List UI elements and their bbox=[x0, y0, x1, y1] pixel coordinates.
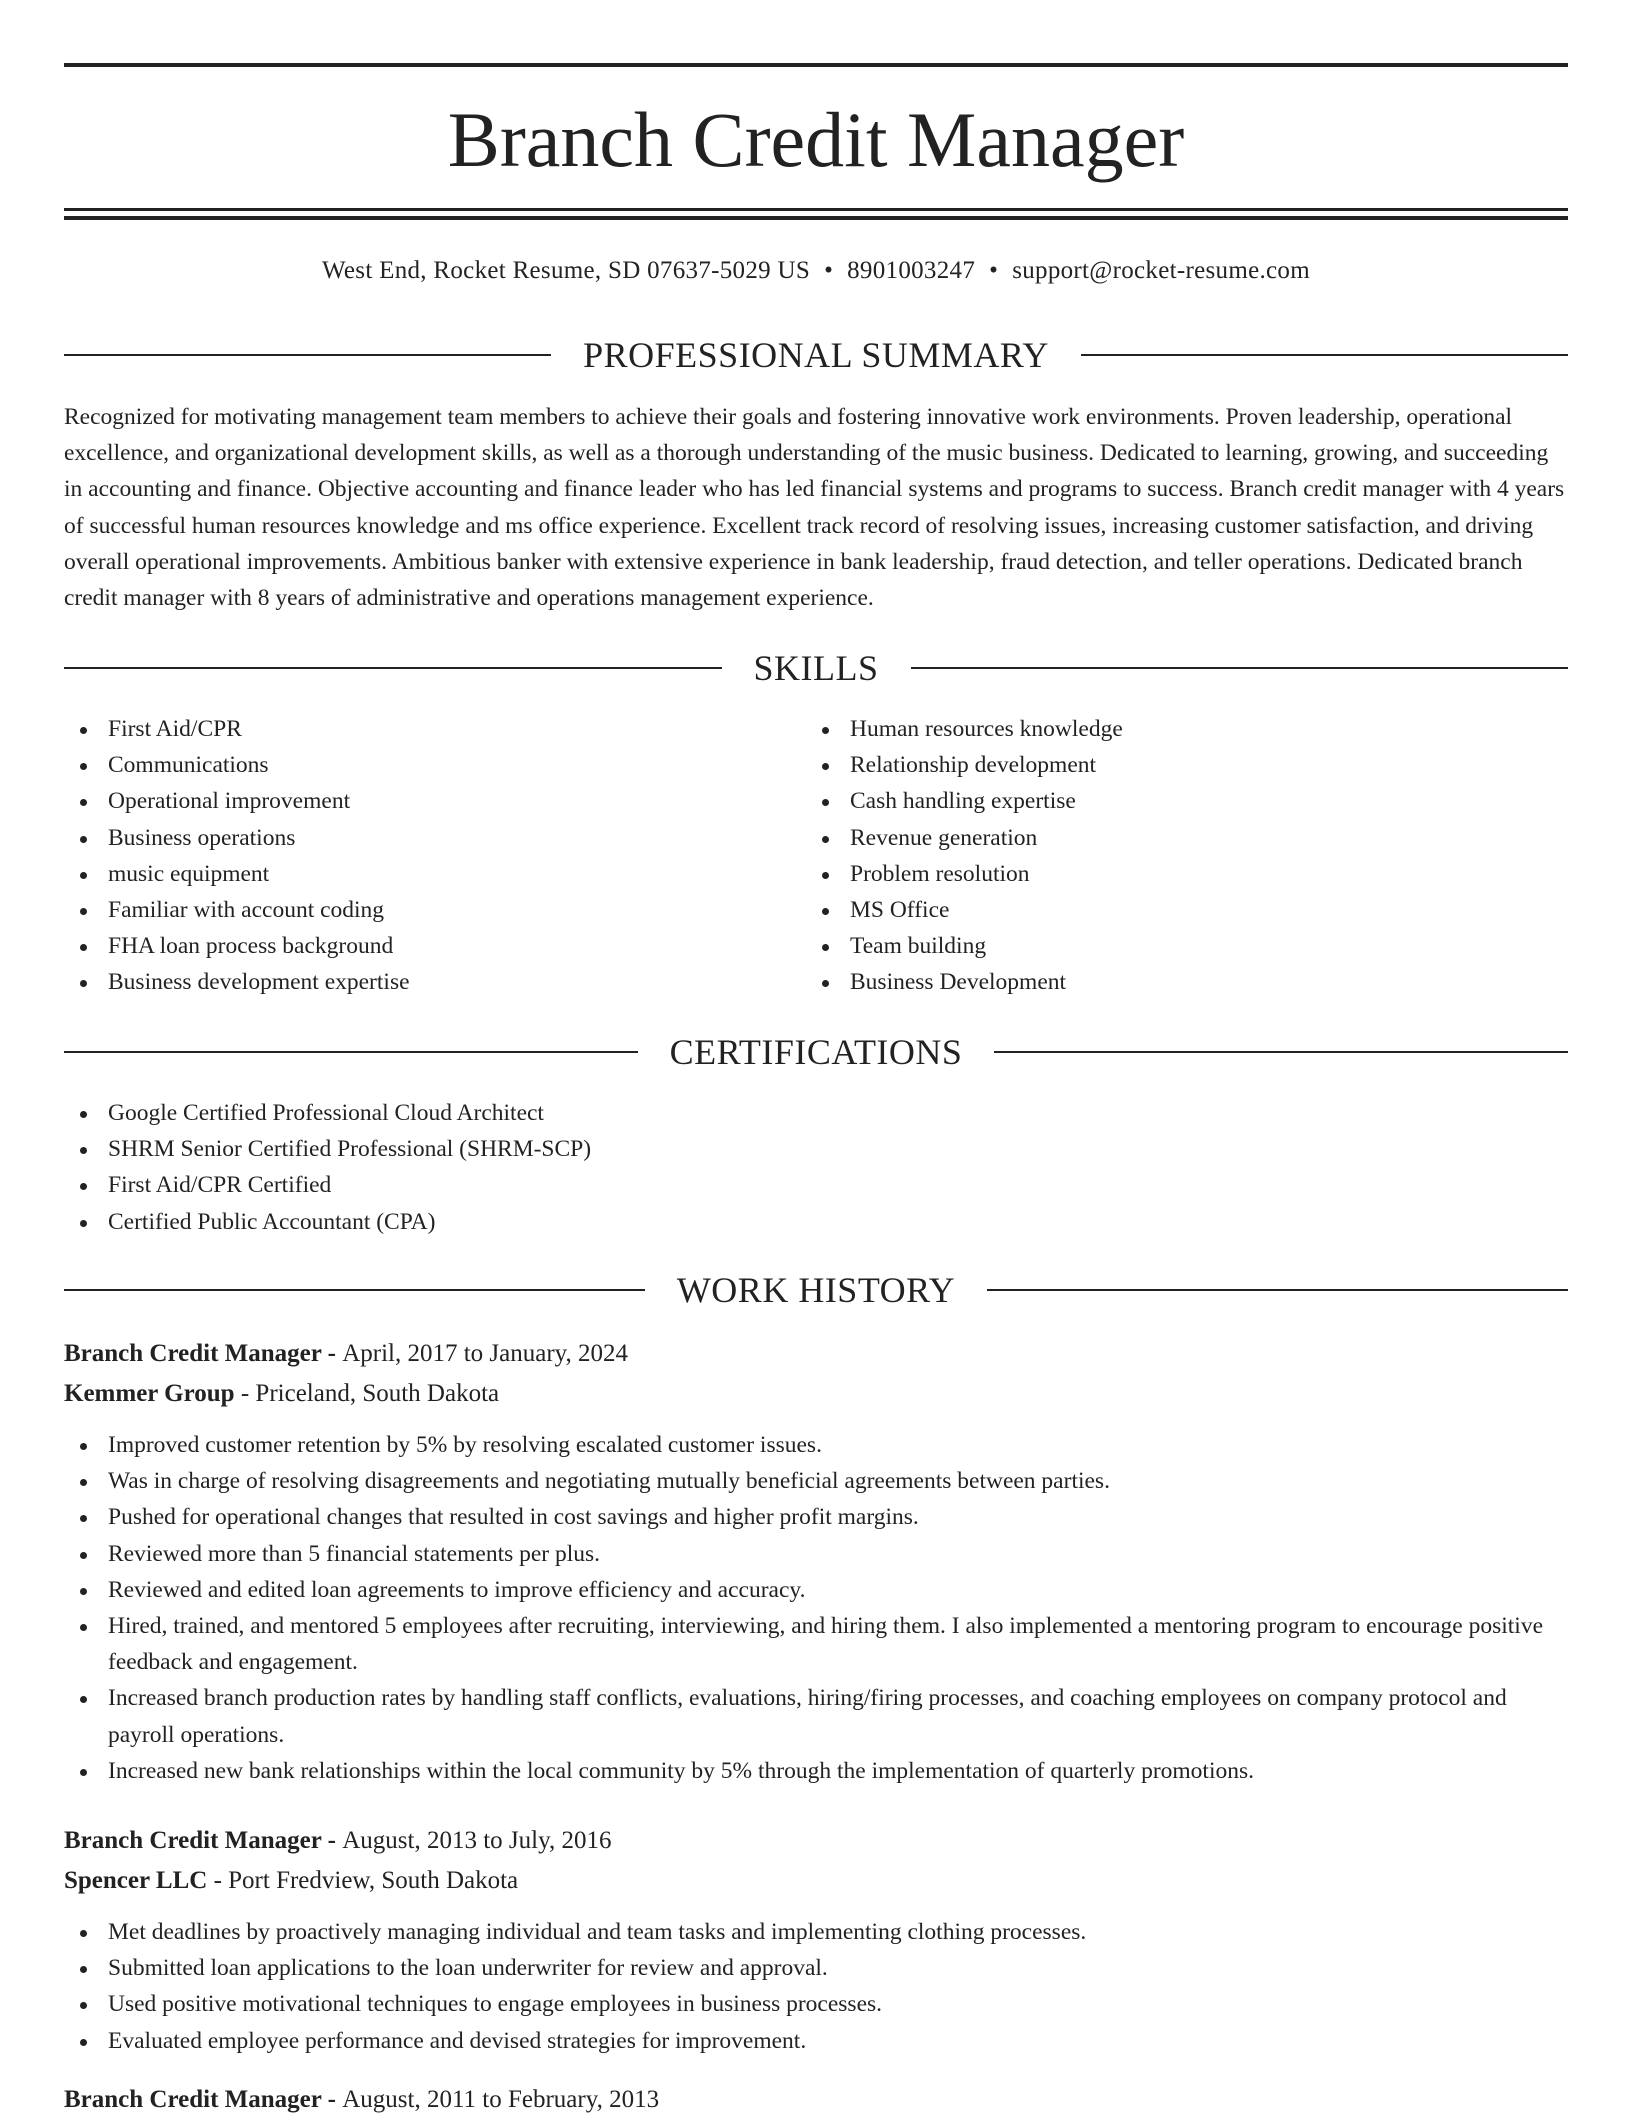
resume-name: Branch Credit Manager bbox=[447, 96, 1185, 183]
section-title: PROFESSIONAL SUMMARY bbox=[583, 335, 1049, 375]
section-title: SKILLS bbox=[753, 648, 879, 688]
section-heading-certifications bbox=[64, 1029, 1568, 1075]
job-dash: - bbox=[234, 1380, 256, 1407]
skill-item: FHA loan process background bbox=[64, 928, 764, 964]
job-company-line bbox=[64, 1863, 518, 1899]
job-company-line bbox=[64, 1376, 499, 1412]
skill-item: Relationship development bbox=[806, 747, 1506, 783]
header-bottom-rule-1 bbox=[64, 208, 1568, 211]
job-duty-item: Improved customer retention by 5% by resolving escalated customer issues. bbox=[64, 1427, 1568, 1463]
job-duty-item: Used positive motivational techniques to engage employees in business processes. bbox=[64, 1986, 1568, 2022]
job-duties bbox=[64, 1427, 1568, 1789]
heading-rule-left bbox=[64, 354, 551, 356]
job-duty-item: Pushed for operational changes that resulted in cost savings and higher profit margins. bbox=[64, 1499, 1568, 1535]
section-heading-summary bbox=[64, 332, 1568, 378]
skill-item: MS Office bbox=[806, 892, 1506, 928]
skill-item: Team building bbox=[806, 928, 1506, 964]
job-duty-item: Was in charge of resolving disagreements and negotiating mutually beneficial agreements between parties. bbox=[64, 1463, 1568, 1499]
job-dash: - bbox=[321, 1340, 343, 1367]
section-heading-skills bbox=[64, 645, 1568, 691]
summary-text: Recognized for motivating management team members to achieve their goals and fostering innovative work environments. Proven leadership, operational excellence, and organizational development skills, as well as a thorough understanding of the music business. Dedicated to learning, growing, and succeeding in accounting and finance. Objective accounting and finance leader who has led financial systems and programs to success. Branch credit manager with 4 years of successful human resources knowledge and ms office experience. Excellent track record of resolving issues, increasing customer satisfaction, and driving overall operational improvements. Ambitious banker with extensive experience in bank leadership, fraud detection, and teller operations. Dedicated branch credit manager with 8 years of administrative and operations management experience. bbox=[64, 404, 1565, 612]
job-location: Port Fredview, South Dakota bbox=[228, 1867, 519, 1894]
heading-rule-right bbox=[1081, 354, 1568, 356]
certifications-list bbox=[64, 1095, 1568, 1240]
skill-item: Business Development bbox=[806, 964, 1506, 1000]
heading-rule-right bbox=[994, 1051, 1568, 1053]
skill-item: Revenue generation bbox=[806, 820, 1506, 856]
job-title-line bbox=[64, 2082, 659, 2118]
certification-item: SHRM Senior Certified Professional (SHRM-SCP) bbox=[64, 1131, 1568, 1167]
job-dates: August, 2011 to February, 2013 bbox=[342, 2086, 660, 2113]
job-company: Kemmer Group bbox=[64, 1380, 235, 1407]
job-duty-item: Evaluated employee performance and devised strategies for improvement. bbox=[64, 2023, 1568, 2059]
skill-item: Communications bbox=[64, 747, 764, 783]
job-duty-item: Submitted loan applications to the loan underwriter for review and approval. bbox=[64, 1950, 1568, 1986]
header-bottom-rule-2 bbox=[64, 216, 1568, 220]
job-dash: - bbox=[207, 1867, 229, 1894]
job-duty-item: Increased new bank relationships within the local community by 5% through the implementation of quarterly promotions. bbox=[64, 1753, 1568, 1789]
skills-list-left bbox=[64, 711, 764, 1001]
skill-item: Cash handling expertise bbox=[806, 783, 1506, 819]
heading-rule-right bbox=[987, 1289, 1568, 1291]
skill-item: First Aid/CPR bbox=[64, 711, 764, 747]
job-duties-list bbox=[64, 1914, 1568, 2059]
contact-line bbox=[64, 253, 1568, 289]
job-duty-item: Reviewed more than 5 financial statements per plus. bbox=[64, 1536, 1568, 1572]
job-duty-item: Hired, trained, and mentored 5 employees after recruiting, interviewing, and hiring them. I also implemented a mentoring program to encourage positive feedback and engagement. bbox=[64, 1608, 1568, 1680]
contact-address: West End, Rocket Resume, SD 07637-5029 US bbox=[322, 257, 811, 284]
certification-item: Certified Public Accountant (CPA) bbox=[64, 1204, 1568, 1240]
job-title: Branch Credit Manager bbox=[64, 1340, 322, 1367]
heading-rule-right bbox=[911, 667, 1569, 669]
job-title: Branch Credit Manager bbox=[64, 1827, 322, 1854]
skill-item: Business operations bbox=[64, 820, 764, 856]
skill-item: Familiar with account coding bbox=[64, 892, 764, 928]
skill-item: music equipment bbox=[64, 856, 764, 892]
job-company: Spencer LLC bbox=[64, 1867, 208, 1894]
section-heading-work bbox=[64, 1267, 1568, 1313]
job-duty-item: Reviewed and edited loan agreements to improve efficiency and accuracy. bbox=[64, 1572, 1568, 1608]
heading-rule-left bbox=[64, 1289, 645, 1291]
heading-rule-left bbox=[64, 667, 722, 669]
job-title: Branch Credit Manager bbox=[64, 2086, 322, 2113]
skill-item: Operational improvement bbox=[64, 783, 764, 819]
contact-phone: 8901003247 bbox=[847, 257, 976, 284]
certifications-block bbox=[64, 1095, 1568, 1240]
skill-item: Problem resolution bbox=[806, 856, 1506, 892]
job-dash: - bbox=[321, 2086, 343, 2113]
contact-separator: • bbox=[824, 257, 834, 284]
job-duties bbox=[64, 1914, 1568, 2059]
skills-column-right bbox=[806, 711, 1506, 1001]
section-title: WORK HISTORY bbox=[676, 1270, 956, 1310]
job-dates: August, 2013 to July, 2016 bbox=[342, 1827, 612, 1854]
job-duty-item: Met deadlines by proactively managing individual and team tasks and implementing clothing processes. bbox=[64, 1914, 1568, 1950]
job-location: Priceland, South Dakota bbox=[255, 1380, 500, 1407]
skill-item: Business development expertise bbox=[64, 964, 764, 1000]
certification-item: Google Certified Professional Cloud Architect bbox=[64, 1095, 1568, 1131]
certification-item: First Aid/CPR Certified bbox=[64, 1167, 1568, 1203]
header-top-rule bbox=[64, 63, 1568, 67]
job-duties-list bbox=[64, 1427, 1568, 1789]
contact-separator: • bbox=[989, 257, 999, 284]
skills-list-right bbox=[806, 711, 1506, 1001]
job-dates: April, 2017 to January, 2024 bbox=[342, 1340, 629, 1367]
job-dash: - bbox=[321, 1827, 343, 1854]
section-title: CERTIFICATIONS bbox=[669, 1032, 963, 1072]
heading-rule-left bbox=[64, 1051, 638, 1053]
job-title-line bbox=[64, 1336, 628, 1372]
contact-email: support@rocket-resume.com bbox=[1012, 257, 1310, 284]
skill-item: Human resources knowledge bbox=[806, 711, 1506, 747]
job-title-line bbox=[64, 1823, 611, 1859]
job-duty-item: Increased branch production rates by handling staff conflicts, evaluations, hiring/firing processes, and coaching employees on company protocol and payroll operations. bbox=[64, 1680, 1568, 1752]
skills-column-left bbox=[64, 711, 764, 1001]
